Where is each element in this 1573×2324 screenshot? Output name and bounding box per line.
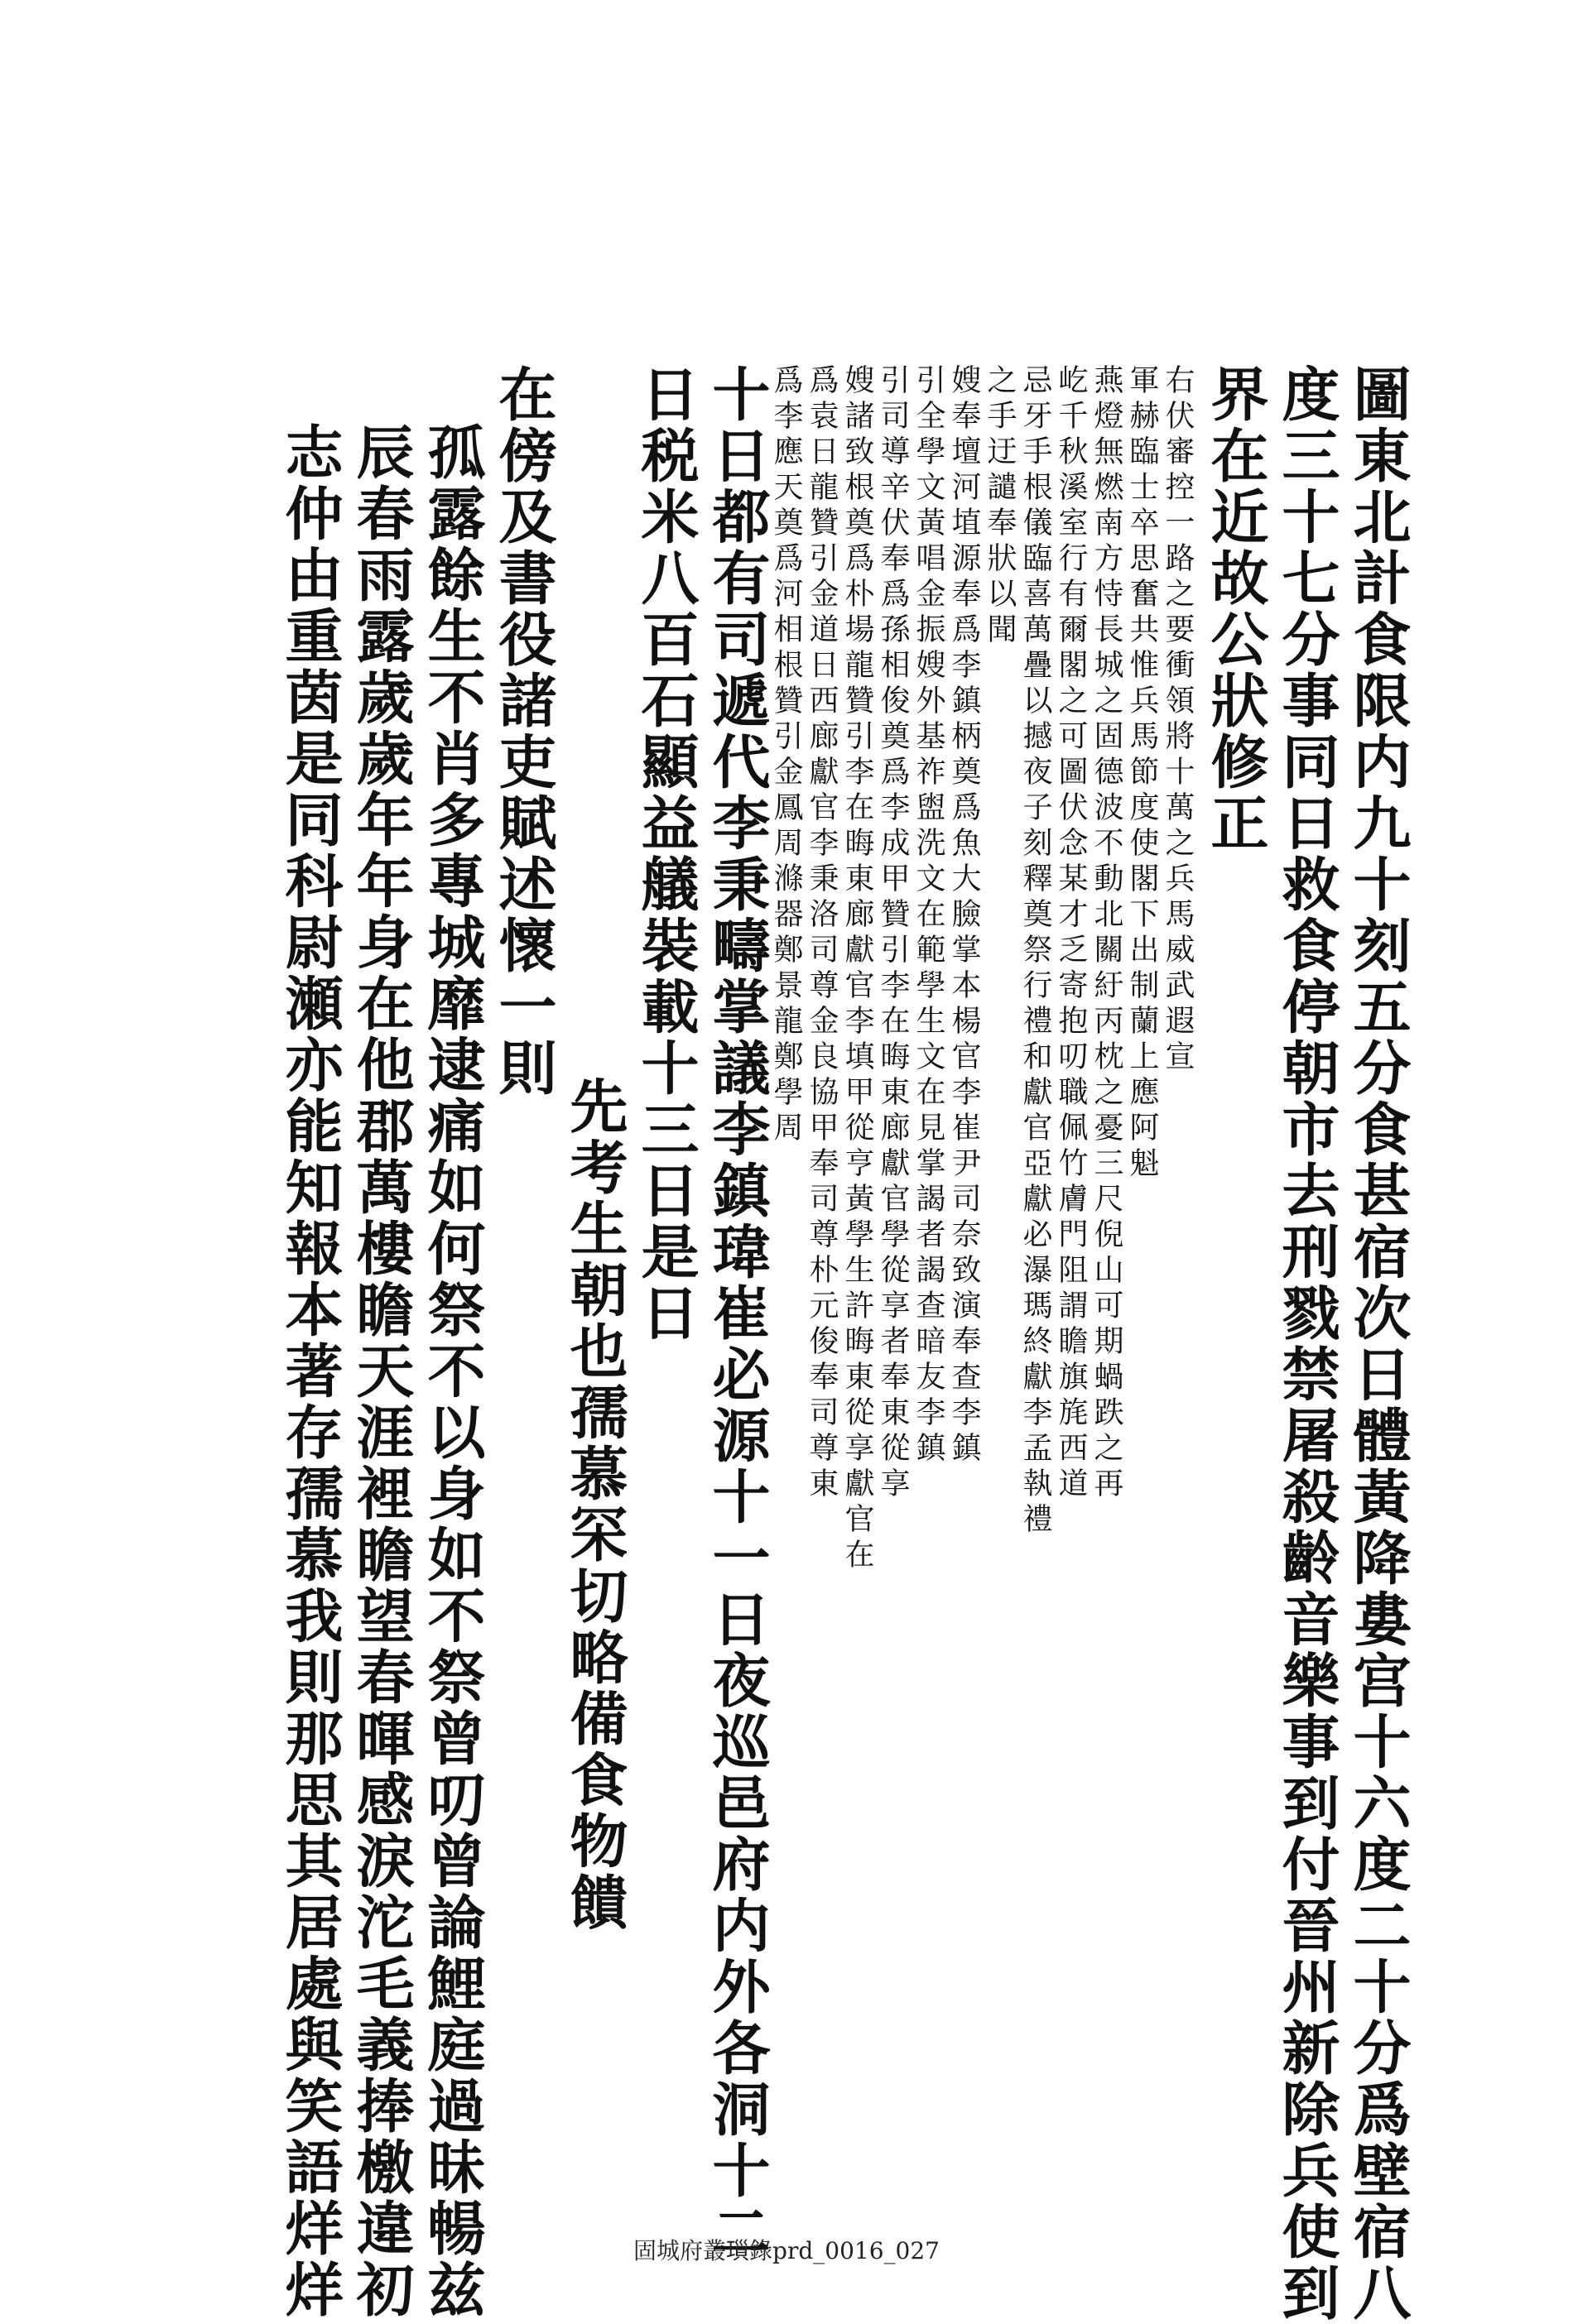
text-column-20: 孤露餘生不肖多專城靡逮痛如何祭不以身如不祭曾叨曾論鯉庭過昧暢兹	[418, 422, 487, 2321]
text-column-7: 屹千秋溪室行有爾閣之可圖伏念某才乏寄抱叨職佩竹膚門阻謂瞻旗旄西道	[1054, 364, 1088, 1503]
text-column-4: 右伏審控一路之要衝領將十萬之兵馬威武遐宣	[1161, 364, 1195, 1076]
text-column-1: 圖東北計食限内九十刻五分食甚宿次日體黃降婁宫十六度二十分爲壁宿八	[1344, 364, 1412, 2324]
text-column-3: 界在近故公狀修正	[1201, 364, 1270, 854]
text-column-10: 嫂奉壇河埴源奉爲李鎮柄奠爲魚大臉掌本楊官李崔尹司奈致演奉查李鎮	[947, 364, 981, 1467]
text-column-21: 辰春雨露歲歲年年身在他郡萬樓瞻天涯裡瞻望春暉感淚沱毛義捧檄違初	[347, 422, 416, 2321]
text-column-11: 引全學文黃唱金振嫂外基祚盥洗文在範學生文在見掌謁者謁查暗友李鎮	[912, 364, 945, 1467]
text-column-9: 之手迂譴奉狀以聞	[983, 364, 1017, 649]
text-column-14: 爲袁日龍贊引金道日西廊獻官李秉洛司尊金良協甲奉司尊朴元俊奉司尊東	[805, 364, 839, 1503]
text-column-16: 十日都有司遞代李秉疇掌議李鎮瑋崔必源十一日夜巡邑府内外各洞十二	[703, 364, 772, 2263]
text-column-12: 引司導辛伏奉爲孫相俊奠爲李成甲贊引李在晦東廊獻官學從享者奉東從享	[876, 364, 910, 1503]
text-column-17: 日税米八百石顯益艤裝載十三日是日	[632, 364, 700, 1344]
text-column-18: 先考生朝也孺慕罙切略備食物饋	[560, 1076, 629, 1933]
page-caption: 固城府叢𤨏錄prd_0016_027	[633, 2237, 940, 2264]
text-column-22: 志仲由重茵是同科尉瀬亦能知報本著存孺慕我則那思其居處與笑語烊烊	[276, 422, 344, 2321]
text-column-2: 度三十七分事同日救食停朝市去刑戮禁屠殺齡音樂事到付晉州新除兵使到	[1272, 364, 1341, 2324]
text-column-19: 在傍及書役諸吏賦述懷一則	[489, 364, 558, 1099]
text-column-15: 爲李應天奠爲河相根贊引金鳳周滌器鄭景龍鄭學周	[769, 364, 803, 1147]
text-column-8: 忌牙手根儀臨喜萬疊以撼夜子刻釋奠祭行禮和獻官亞獻必瀑瑪終獻李孟執禮	[1018, 364, 1052, 1539]
text-column-6: 燕燈無燃南方恃長城之固德波不動北關紆丙枕之憂三尺倪山可期蝸跌之再	[1090, 364, 1123, 1503]
text-column-13: 嫂諸致根奠爲朴場龍贊引李在晦東廊獻官李填甲從亨黃學生許晦東從享獻官在	[840, 364, 874, 1574]
text-column-5: 軍赫臨士卒思奮共惟兵馬節度使閣下出制蘭上應阿魁	[1125, 364, 1159, 1183]
